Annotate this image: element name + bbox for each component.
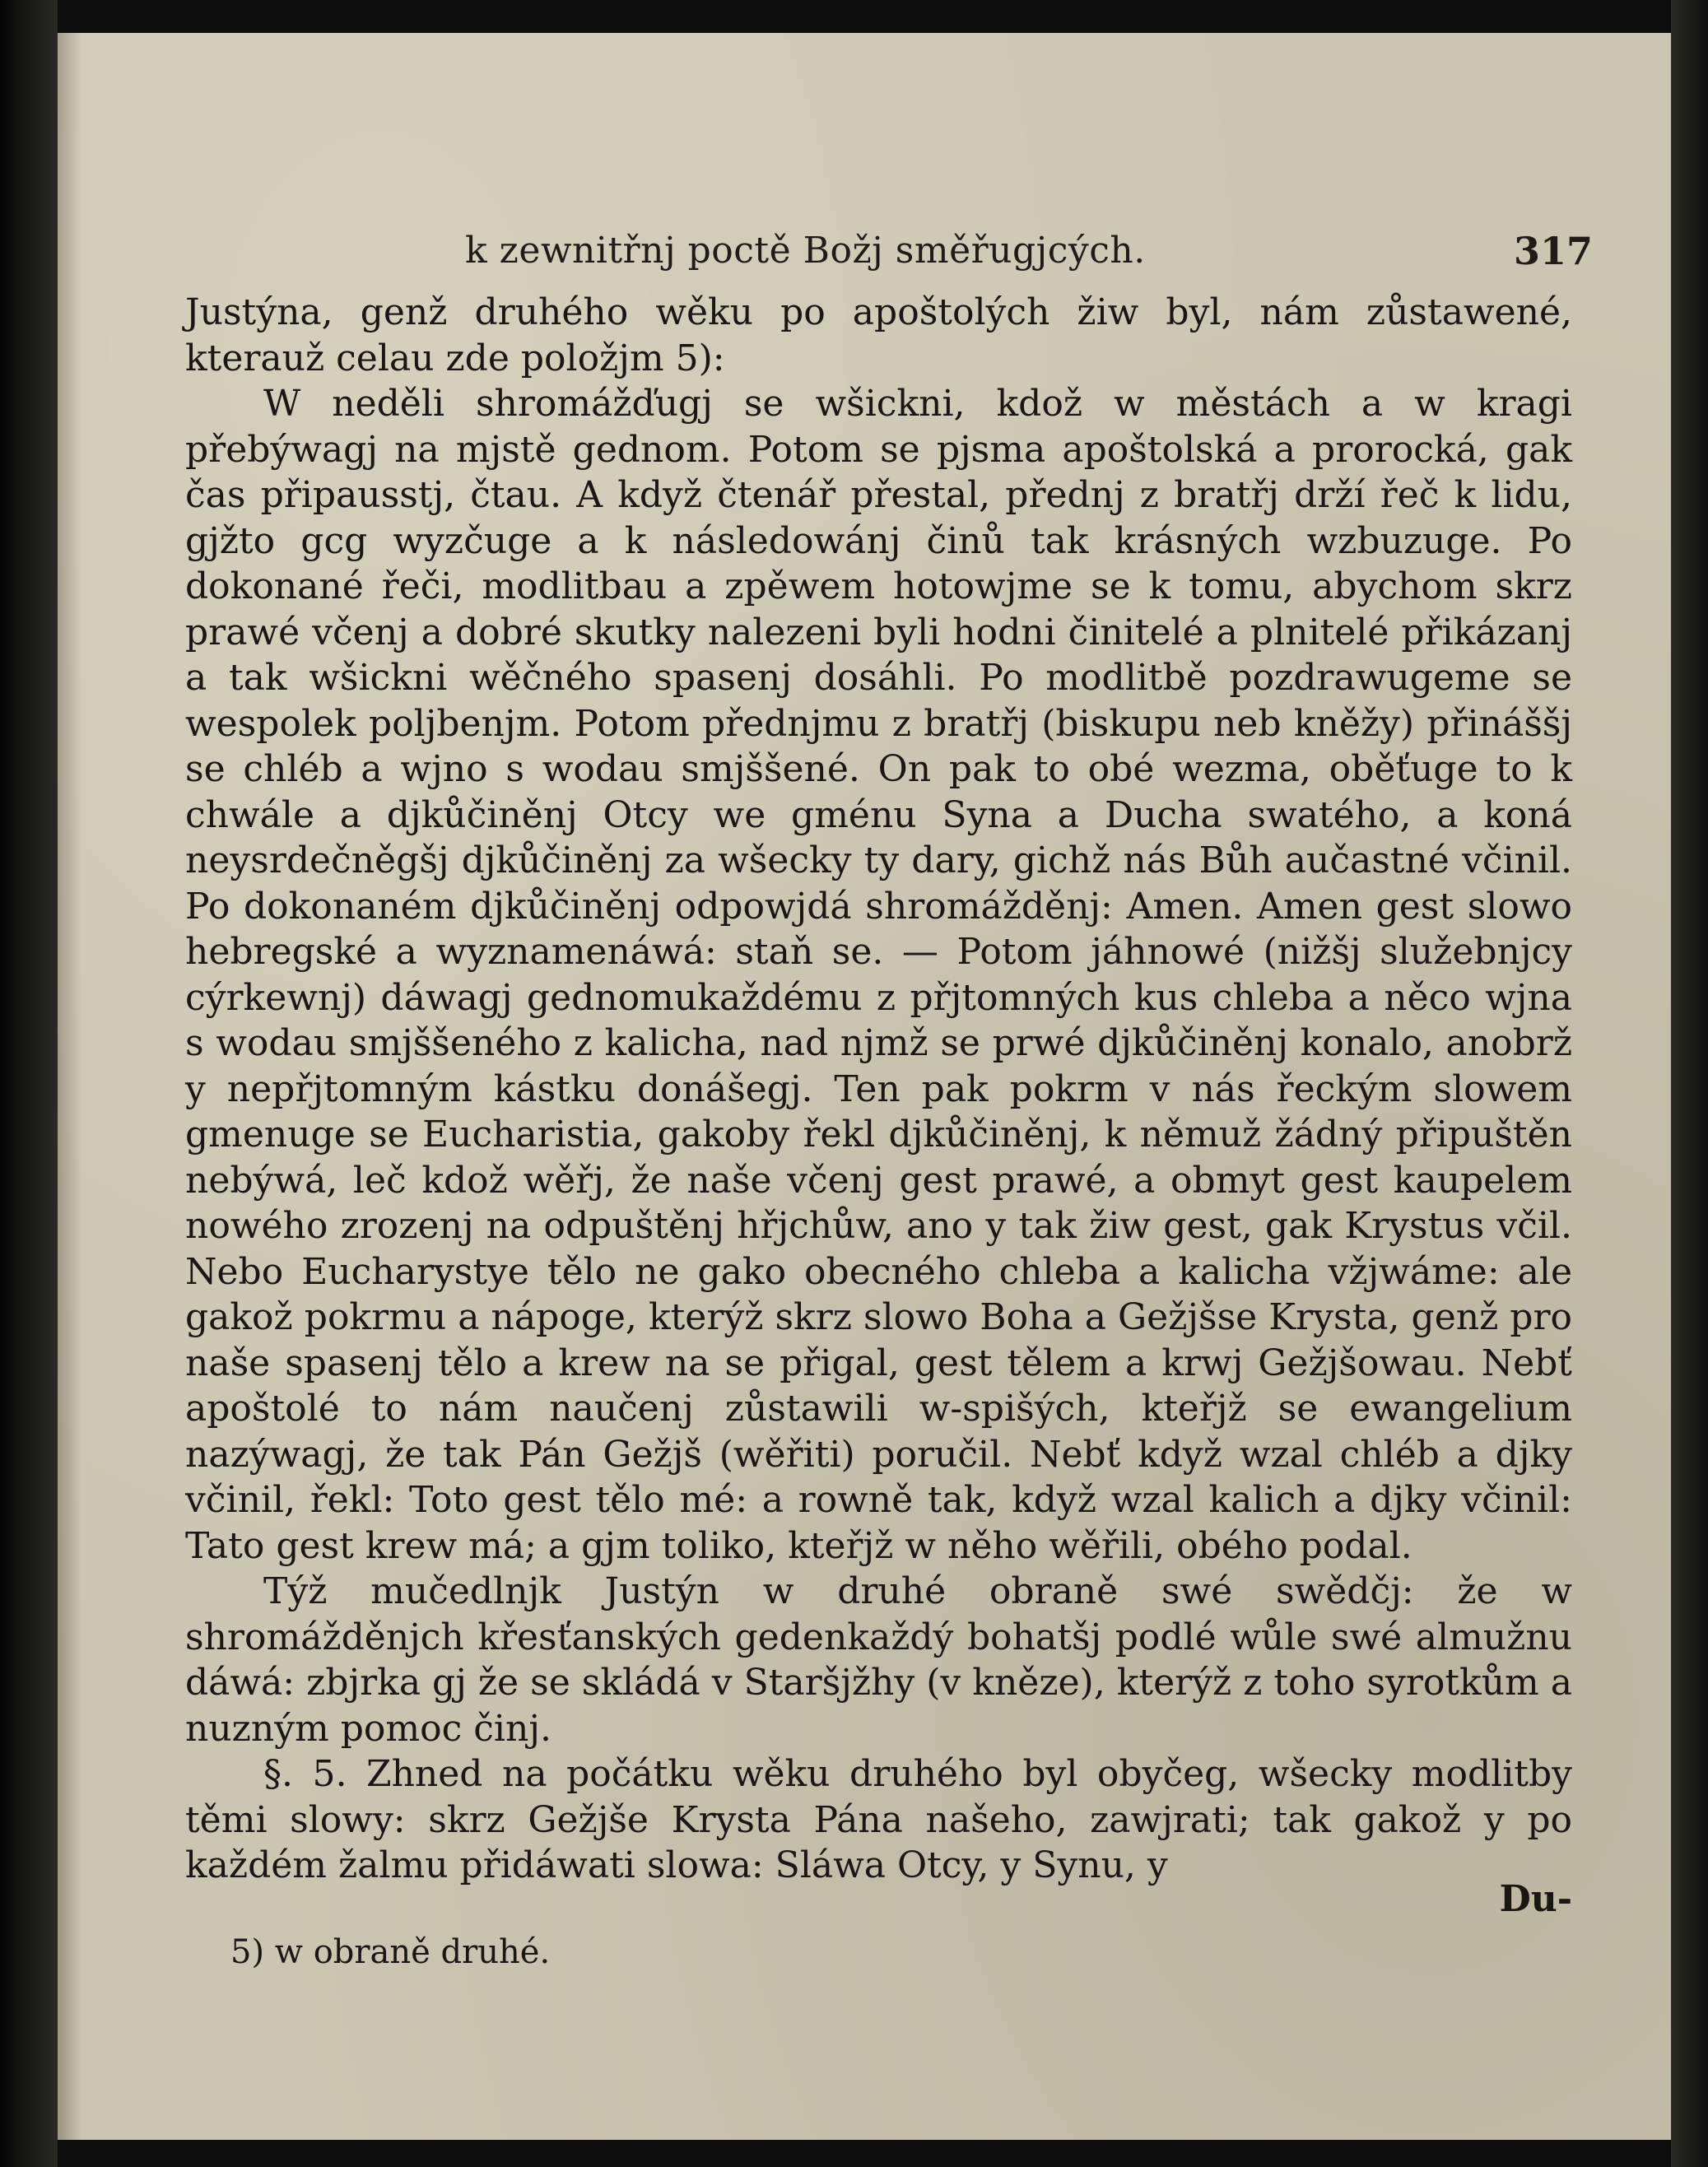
paragraph-justyna-intro: Justýna, genž druhého wěku po apoštolých žiw byl, nám zůstawené, kterauž celau zde položjm 5): [185, 291, 1572, 379]
body-text [185, 290, 1572, 1889]
page-number: 317 [1513, 229, 1593, 273]
running-head: k zewnitřnj poctě Božj směřugjcých. [465, 230, 1146, 272]
paragraph-almsgiving: Týž mučedlnjk Justýn w druhé obraně swé swědčj: že w shromážděnjch křesťanských gedenkaždý bohatšj podlé wůle swé almužnu dáwá: zbjrka gj že se skládá v Staršjžhy (v kněze), kterýž z toho syrotkům a nuzným pomoc činj. [185, 1570, 1572, 1750]
paragraph-sunday-assembly: W neděli shromážďugj se wšickni, kdož w městách a w kragi přebýwagj na mjstě gednom. Potom se pjsma apoštolská a prorocká, gak čas připausstj, čtau. A když čtenář přestal, přednj z bratřj drží řeč k lidu, gjžto gcg wyzčuge a k následowánj činů tak krásných wzbuzuge. Po dokonané řeči, modlitbau a zpěwem hotowjme se k tomu, abychom skrz prawé včenj a dobré skutky nalezeni byli hodni činitelé a plnitelé přikázanj a tak wšickni wěčného spasenj dosáhli. Po modlitbě pozdrawugeme se wespolek poljbenjm. Potom přednjmu z bratřj (biskupu neb kněžy) přináššj se chléb a wjno s wodau smjššené. On pak to obé wezma, oběťuge to k chwále a djkůčiněnj Otcy we gménu Syna a Ducha swatého, a koná neysrdečněgšj djkůčiněnj za wšecky ty dary, gichž nás Bůh aučastné včinil. Po dokonaném djkůčiněnj odpowjdá shromážděnj: Amen. Amen gest slowo hebregské a wyznamenáwá: staň se. — Potom jáhnowé (nižšj služebnjcy cýrkewnj) dáwagj gednomukaždému z přjtomných kus chleba a něco wjna s wodau smjššeného z kalicha, nad njmž se prwé djkůčiněnj konalo, anobrž y nepřjtomným kástku donášegj. Ten pak pokrm v nás řeckým slowem gmenuge se Eucharistia, gakoby řekl djkůčiněnj, k němuž žádný připuštěn nebýwá, leč kdož wěřj, že naše včenj gest prawé, a obmyt gest kaupelem nowého zrozenj na odpuštěnj hřjchůw, ano y tak žiw gest, gak Krystus včil. Nebo Eucharystye tělo ne gako obecného chleba a kalicha vžjwáme: ale gakož pokrmu a nápoge, kterýž skrz slowo Boha a Gežjšse Krysta, genž pro naše spasenj tělo a krew na se přigal, gest tělem a krwj Gežjšowau. Nebť apoštolé to nám naučenj zůstawili w-spišých, kteřjž se ewangelium nazýwagj, že tak Pán Gežjš (wěřiti) poručil. Nebť když wzal chléb a djky včinil, řekl: Toto gest tělo mé: a rowně tak, když wzal kalich a djky včinil: Tato gest krew má; a gjm toliko, kteřjž w něho wěřili, obého podal. [185, 383, 1572, 1567]
catchword: Du- [1499, 1878, 1572, 1920]
page-header [58, 210, 1671, 284]
scan-left-edge [0, 0, 58, 2167]
book-page [58, 33, 1671, 2140]
scan-right-edge [1671, 0, 1708, 2167]
paragraph-section-5: §. 5. Zhned na počátku wěku druhého byl obyčeg, wšecky modlitby těmi slowy: skrz Gežjše Krysta Pána našeho, zawjrati; tak gakož y po každém žalmu přidáwati slowa: Sláwa Otcy, y Synu, y [185, 1753, 1572, 1886]
footnote: 5) w obraně druhé. [230, 1933, 551, 1971]
